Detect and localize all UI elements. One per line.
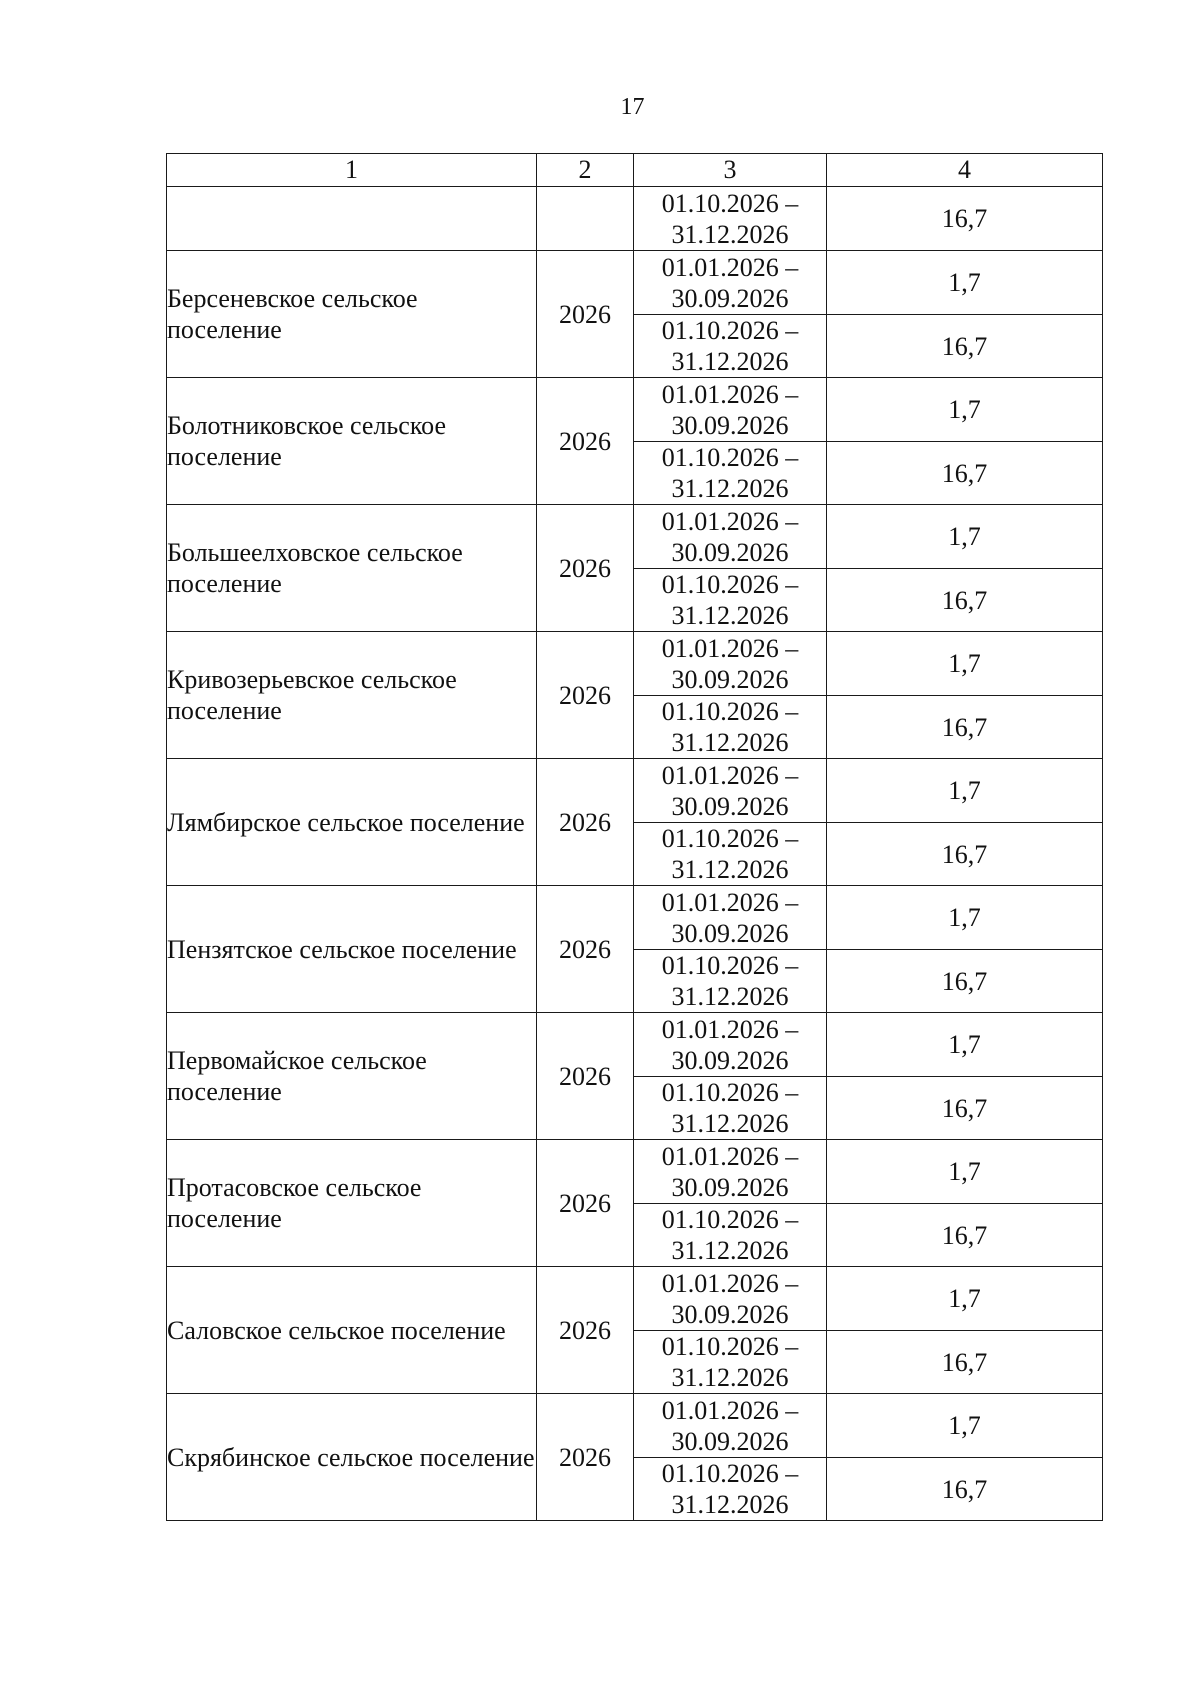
- table-row: [167, 632, 1103, 696]
- period-start: 01.10.2026 –: [661, 1205, 799, 1234]
- column-header-3: 3: [634, 154, 827, 187]
- period-end: 31.12.2026: [671, 1490, 789, 1519]
- rate-value: 1,7: [827, 759, 1103, 823]
- table-row: [167, 1394, 1103, 1458]
- period-cell: [634, 1267, 827, 1331]
- table-row: [167, 505, 1103, 569]
- year-cell: 2026: [537, 1394, 634, 1521]
- settlement-name: Протасовское сельское поселение: [167, 1140, 537, 1267]
- rate-value: 1,7: [827, 251, 1103, 315]
- rate-value: 16,7: [827, 950, 1103, 1013]
- period-cell: [634, 823, 827, 886]
- table-row: [167, 1013, 1103, 1077]
- table-row: [167, 1140, 1103, 1204]
- settlements-table: [166, 153, 1103, 1521]
- period-cell: [634, 1458, 827, 1521]
- year-cell: 2026: [537, 759, 634, 886]
- page-number: 17: [620, 94, 645, 120]
- year-cell: [537, 187, 634, 251]
- period-start: 01.10.2026 –: [661, 697, 799, 726]
- period-cell: [634, 632, 827, 696]
- year-cell: 2026: [537, 1013, 634, 1140]
- table-body: [167, 154, 1103, 1521]
- period-start: 01.01.2026 –: [661, 1268, 799, 1298]
- rate-value: 1,7: [827, 505, 1103, 569]
- year-cell: 2026: [537, 378, 634, 505]
- rate-value: 16,7: [827, 1077, 1103, 1140]
- header-row: [167, 154, 1103, 187]
- period-end: 31.12.2026: [671, 855, 789, 884]
- period-cell: [634, 1331, 827, 1394]
- period-end: 30.09.2026: [671, 1299, 789, 1329]
- settlement-name: Саловское сельское поселение: [167, 1267, 537, 1394]
- period-end: 31.12.2026: [671, 1236, 789, 1265]
- rate-value: 16,7: [827, 823, 1103, 886]
- rate-value: 1,7: [827, 886, 1103, 950]
- period-end: 31.12.2026: [671, 1109, 789, 1138]
- settlement-name: Болотниковское сельское поселение: [167, 378, 537, 505]
- settlement-name: Кривозерьевское сельское поселение: [167, 632, 537, 759]
- rate-value: 1,7: [827, 1013, 1103, 1077]
- period-start: 01.10.2026 –: [661, 1332, 799, 1361]
- period-cell: [634, 1140, 827, 1204]
- rate-value: 16,7: [827, 1204, 1103, 1267]
- period-cell: [634, 251, 827, 315]
- table-row: [167, 886, 1103, 950]
- table-row: [167, 251, 1103, 315]
- period-start: 01.10.2026 –: [661, 443, 799, 472]
- rate-value: 1,7: [827, 632, 1103, 696]
- period-end: 30.09.2026: [671, 791, 789, 821]
- period-cell: [634, 315, 827, 378]
- period-cell: [634, 950, 827, 1013]
- period-cell: [634, 378, 827, 442]
- year-cell: 2026: [537, 1140, 634, 1267]
- period-end: 31.12.2026: [671, 219, 789, 249]
- period-end: 31.12.2026: [671, 347, 789, 376]
- period-start: 01.10.2026 –: [661, 316, 799, 345]
- rate-value: 16,7: [827, 696, 1103, 759]
- rate-value: 1,7: [827, 378, 1103, 442]
- period-cell: [634, 1077, 827, 1140]
- period-cell: [634, 1394, 827, 1458]
- rate-value: 16,7: [827, 442, 1103, 505]
- period-start: 01.10.2026 –: [661, 1459, 799, 1488]
- rate-value: 16,7: [827, 1458, 1103, 1521]
- period-end: 30.09.2026: [671, 1426, 789, 1456]
- period-end: 31.12.2026: [671, 982, 789, 1011]
- period-start: 01.01.2026 –: [661, 633, 799, 663]
- year-cell: 2026: [537, 505, 634, 632]
- rate-value: 1,7: [827, 1394, 1103, 1458]
- column-header-1: 1: [167, 154, 537, 187]
- period-cell: [634, 696, 827, 759]
- period-start: 01.10.2026 –: [661, 951, 799, 980]
- period-start: 01.01.2026 –: [661, 506, 799, 536]
- period-start: 01.10.2026 –: [661, 1078, 799, 1107]
- rate-value: 16,7: [827, 569, 1103, 632]
- period-start: 01.10.2026 –: [661, 824, 799, 853]
- rate-value: 1,7: [827, 1140, 1103, 1204]
- settlement-name: Берсеневское сельское поселение: [167, 251, 537, 378]
- settlement-name: Первомайское сельское поселение: [167, 1013, 537, 1140]
- period-start: 01.10.2026 –: [661, 188, 799, 218]
- table-row: [167, 1267, 1103, 1331]
- settlement-name: Лямбирское сельское поселение: [167, 759, 537, 886]
- period-start: 01.01.2026 –: [661, 1014, 799, 1044]
- settlement-name-cell: [167, 187, 537, 251]
- table-row: [167, 759, 1103, 823]
- settlement-name: Пензятское сельское поселение: [167, 886, 537, 1013]
- period-cell: [634, 505, 827, 569]
- period-start: 01.01.2026 –: [661, 887, 799, 917]
- period-cell: [634, 1204, 827, 1267]
- period-end: 31.12.2026: [671, 728, 789, 757]
- rate-value: 16,7: [827, 1331, 1103, 1394]
- period-start: 01.01.2026 –: [661, 760, 799, 790]
- period-cell: [634, 569, 827, 632]
- period-start: 01.01.2026 –: [661, 1395, 799, 1425]
- rate-value: 1,7: [827, 1267, 1103, 1331]
- period-end: 31.12.2026: [671, 601, 789, 630]
- table-row: [167, 187, 1103, 251]
- period-end: 30.09.2026: [671, 664, 789, 694]
- period-start: 01.01.2026 –: [661, 252, 799, 282]
- period-start: 01.01.2026 –: [661, 1141, 799, 1171]
- period-end: 30.09.2026: [671, 918, 789, 948]
- period-start: 01.01.2026 –: [661, 379, 799, 409]
- rate-value: 16,7: [827, 315, 1103, 378]
- year-cell: 2026: [537, 251, 634, 378]
- period-end: 30.09.2026: [671, 537, 789, 567]
- rate-value: 16,7: [827, 187, 1103, 251]
- period-end: 30.09.2026: [671, 283, 789, 313]
- year-cell: 2026: [537, 1267, 634, 1394]
- period-end: 31.12.2026: [671, 474, 789, 503]
- period-end: 30.09.2026: [671, 1172, 789, 1202]
- year-cell: 2026: [537, 632, 634, 759]
- settlement-name: Большеелховское сельское поселение: [167, 505, 537, 632]
- column-header-2: 2: [537, 154, 634, 187]
- period-end: 31.12.2026: [671, 1363, 789, 1392]
- period-cell: [634, 1013, 827, 1077]
- period-end: 30.09.2026: [671, 410, 789, 440]
- period-start: 01.10.2026 –: [661, 570, 799, 599]
- settlement-name: Скрябинское сельское поселение: [167, 1394, 537, 1521]
- period-end: 30.09.2026: [671, 1045, 789, 1075]
- period-cell: [634, 886, 827, 950]
- period-cell: [634, 442, 827, 505]
- period-cell: [634, 187, 827, 251]
- year-cell: 2026: [537, 886, 634, 1013]
- period-cell: [634, 759, 827, 823]
- column-header-4: 4: [827, 154, 1103, 187]
- table-row: [167, 378, 1103, 442]
